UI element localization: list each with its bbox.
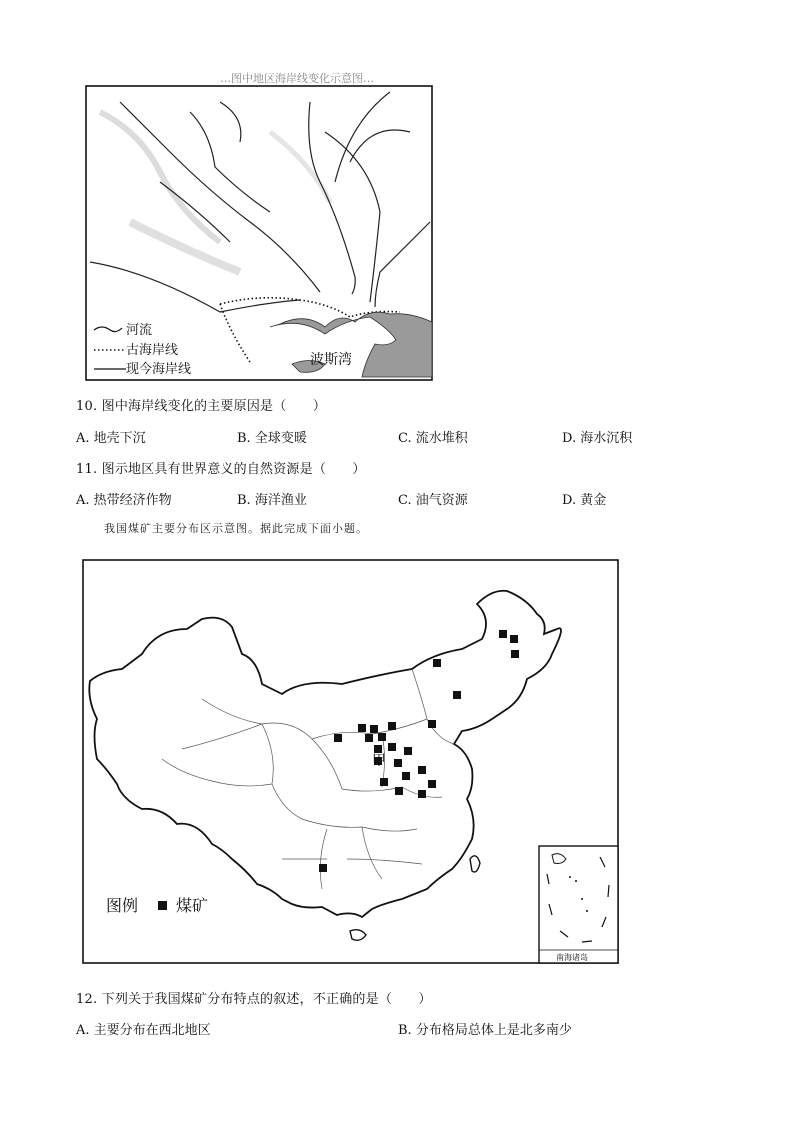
option-10-c[interactable] <box>398 427 468 446</box>
section-intro: 我国煤矿主要分布区示意图。据此完成下面小题。 <box>104 522 368 535</box>
question-number: 10. <box>76 399 98 414</box>
coal-mine-marker <box>433 659 441 667</box>
coal-mine-marker <box>395 787 403 795</box>
map2-legend-item: 煤矿 <box>176 896 209 915</box>
option-11-c[interactable] <box>398 489 468 508</box>
option-text: 流水堆积 <box>415 431 468 446</box>
option-text: 油气资源 <box>415 493 468 508</box>
coal-mine-marker <box>319 864 327 872</box>
option-text: 热带经济作物 <box>93 493 172 508</box>
coal-mine-marker <box>388 722 396 730</box>
question-12 <box>76 988 432 1007</box>
option-12-a[interactable] <box>76 1019 211 1038</box>
south-china-sea-inset <box>539 846 618 963</box>
legend-river-label: 河流 <box>126 323 153 338</box>
map2-legend-title: 图例 <box>106 896 139 915</box>
coal-mine-marker <box>418 790 426 798</box>
option-letter: A. <box>76 1023 90 1038</box>
option-12-b[interactable] <box>398 1019 572 1038</box>
coal-mine-marker <box>365 734 373 742</box>
option-letter: C. <box>398 493 412 508</box>
coal-mine-marker <box>511 650 519 658</box>
question-number: 12. <box>76 992 98 1007</box>
legend-ancient-label: 古海岸线 <box>126 343 179 358</box>
option-letter: A. <box>76 493 90 508</box>
option-letter: C. <box>398 431 412 446</box>
option-10-d[interactable] <box>562 427 632 446</box>
persian-gulf-map <box>70 72 436 384</box>
question-stem: 图示地区具有世界意义的自然资源是（ ） <box>101 462 366 477</box>
option-letter: B. <box>237 431 251 446</box>
option-letter: B. <box>398 1023 412 1038</box>
question-stem: 下列关于我国煤矿分布特点的叙述，不正确的是（ ） <box>101 992 432 1007</box>
option-10-a[interactable] <box>76 427 146 446</box>
option-text: 分布格局总体上是北多南少 <box>415 1023 572 1038</box>
coal-mine-marker <box>334 734 342 742</box>
option-text: 海洋渔业 <box>254 493 307 508</box>
option-11-b[interactable] <box>237 489 307 508</box>
coal-mine-marker <box>370 725 378 733</box>
coal-mine-marker <box>428 720 436 728</box>
option-letter: B. <box>237 493 251 508</box>
option-letter: D. <box>562 493 577 508</box>
sea-label: 波斯湾 <box>310 352 352 368</box>
option-11-d[interactable] <box>562 489 606 508</box>
coal-mine-marker <box>428 780 436 788</box>
china-coal-map <box>82 559 620 965</box>
coal-mine-marker <box>404 747 412 755</box>
coal-mine-marker <box>378 733 386 741</box>
option-text: 海水沉积 <box>580 431 633 446</box>
option-letter: D. <box>562 431 577 446</box>
coal-mine-marker <box>499 630 507 638</box>
region-jia-label: 甲 <box>372 753 386 769</box>
question-11 <box>76 458 366 477</box>
question-stem: 图中海岸线变化的主要原因是（ ） <box>101 399 327 414</box>
question-number: 11. <box>76 462 98 477</box>
coal-mine-marker <box>510 635 518 643</box>
coal-mine-marker <box>380 778 388 786</box>
coal-mine-marker <box>358 724 366 732</box>
inset-label: 南海诸岛 <box>556 953 588 962</box>
option-text: 全球变暖 <box>254 431 307 446</box>
coal-mine-marker <box>402 772 410 780</box>
option-11-a[interactable] <box>76 489 172 508</box>
coal-mine-marker <box>453 691 461 699</box>
option-text: 黄金 <box>580 493 607 508</box>
legend-coal-symbol <box>158 901 167 910</box>
legend-modern-label: 现今海岸线 <box>126 362 192 377</box>
map1-scan-text: …图中地区海岸线变化示意图… <box>220 72 374 85</box>
coal-mine-marker <box>394 759 402 767</box>
question-10 <box>76 395 326 414</box>
option-10-b[interactable] <box>237 427 307 446</box>
coal-mine-marker <box>374 745 382 753</box>
inset-frame <box>539 846 618 963</box>
option-letter: A. <box>76 431 90 446</box>
option-text: 主要分布在西北地区 <box>93 1023 211 1038</box>
option-text: 地壳下沉 <box>93 431 146 446</box>
coal-mine-marker <box>418 766 426 774</box>
coal-mine-marker <box>388 743 396 751</box>
